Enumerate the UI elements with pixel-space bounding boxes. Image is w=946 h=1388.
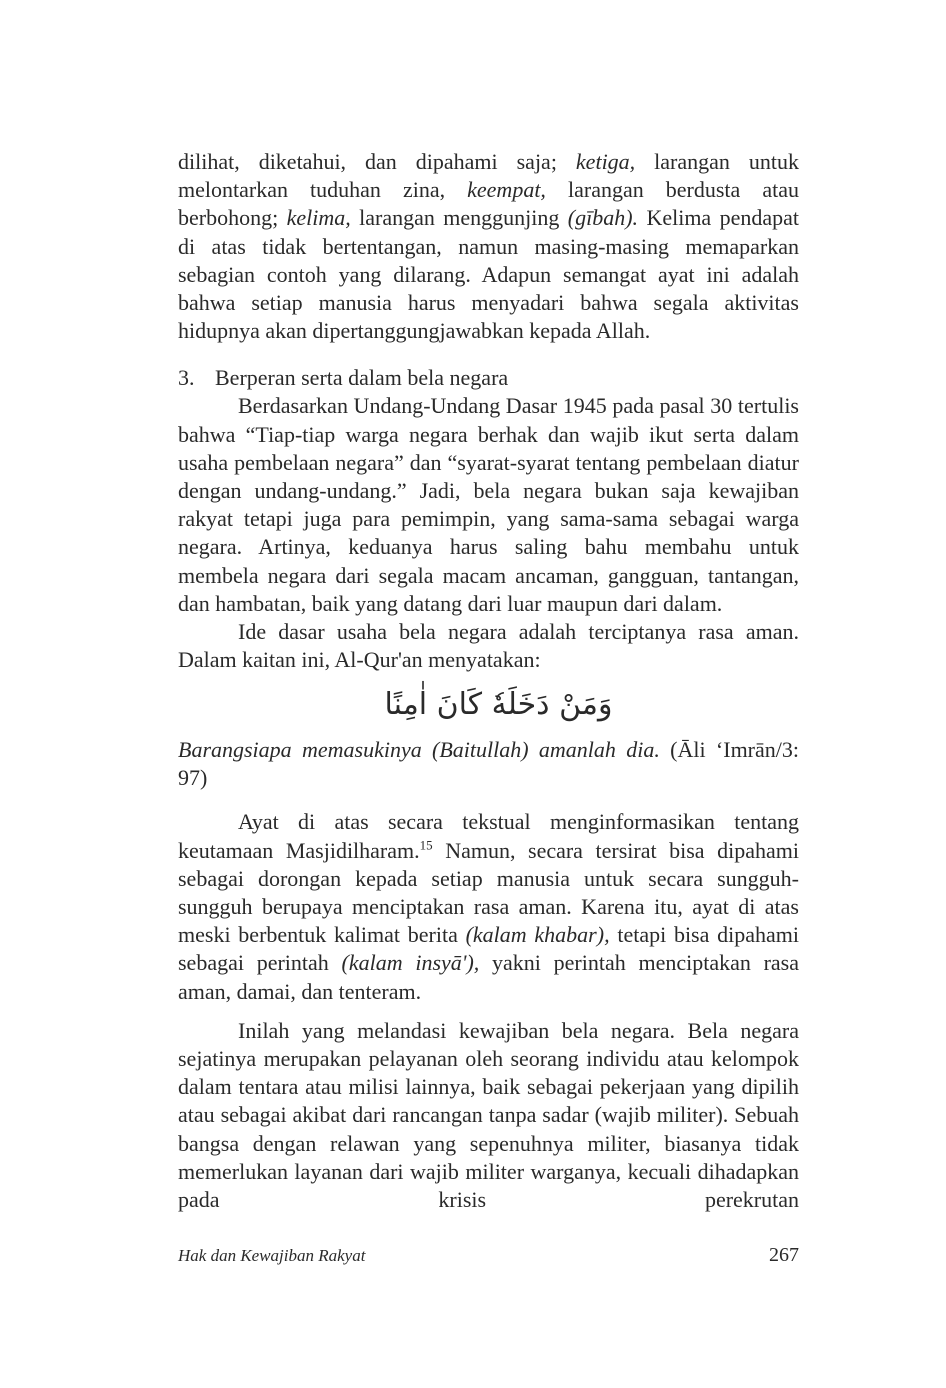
arabic-verse: وَمَنْ دَخَلَهٗ كَانَ اٰمِنًا	[384, 687, 613, 723]
italic-term: kelima,	[286, 205, 351, 231]
footnote-marker[interactable]: 15	[419, 837, 433, 853]
text-run: larangan berdusta atau berbohong;	[178, 177, 799, 231]
text-run: tetapi bisa dipahami sebagai perintah	[178, 922, 799, 976]
paragraph-3: Ide dasar usaha bela negara adalah terciptanya rasa aman. Dalam kaitan ini, Al-Qur'an menyatakan:	[178, 619, 799, 673]
paragraph-4	[178, 808, 799, 1005]
section-heading	[178, 364, 799, 392]
section-title: Berperan serta dalam bela negara	[215, 365, 509, 391]
text-run: Kelima pendapat di atas tidak bertentangan, namun masing-masing memaparkan sebagian contoh yang dilarang. Adapun semangat ayat ini adalah bahwa setiap manusia harus menyadari bahwa segala aktivitas hidupnya akan dipertanggungjawabkan kepada Allah.	[178, 205, 799, 344]
italic-term: (kalam insyā'),	[341, 950, 480, 976]
text-run: yakni perintah menciptakan rasa aman, damai, dan tenteram.	[178, 950, 799, 1004]
translation-text: Barangsiapa memasukinya (Baitullah) amanlah dia.	[178, 737, 660, 763]
italic-term: (kalam khabar),	[465, 922, 610, 948]
italic-term: (gībah).	[567, 205, 639, 231]
text-run: Namun, secara tersirat bisa dipahami sebagai dorongan kepada setiap manusia untuk secara sungguh-sungguh berupaya menciptakan rasa aman. Karena itu, ayat di atas meski berbentuk kalimat berita	[178, 837, 799, 948]
text-run: Ayat di atas secara tekstual menginformasikan tentang keutamaan Masjidilharam.	[178, 809, 799, 863]
section-number: 3.	[178, 365, 195, 391]
running-footer-title: Hak dan Kewajiban Rakyat	[178, 1246, 366, 1265]
text-run: larangan menggunjing	[350, 205, 568, 231]
paragraph-2: Berdasarkan Undang-Undang Dasar 1945 pada pasal 30 tertulis bahwa “Tiap-tiap warga negara berhak dan wajib ikut serta dalam usaha pembelaan negara” dan “syarat-syarat tentang pembelaan diatur dengan undang-undang.” Jadi, bela negara bukan saja kewajiban rakyat tetapi juga para pemimpin, yang sama-sama sebagai warga negara. Artinya, keduanya harus saling bahu membahu untuk membela negara dari segala macam ancaman, gangguan, tantangan, dan hambatan, baik yang datang dari luar maupun dari dalam.	[178, 393, 799, 616]
verse-reference: (Āli ‘Imrān/3: 97)	[178, 737, 799, 791]
italic-term: keempat,	[467, 177, 546, 203]
italic-term: ketiga,	[575, 149, 636, 174]
text-run: dilihat, diketahui, dan dipahami saja;	[178, 149, 576, 174]
page-number: 267	[769, 1244, 799, 1266]
page-body	[178, 148, 799, 1214]
paragraph-5: Inilah yang melandasi kewajiban bela negara. Bela negara sejatinya merupakan pelayanan oleh seorang individu atau kelompok dalam tentara atau milisi lainnya, baik sebagai pekerjaan yang dipilih atau sebagai akibat dari rancangan tanpa sadar (wajib militer). Sebuah bangsa dengan relawan yang sepenuhnya militer, biasanya tidak memerlukan layanan dari wajib militer warganya, kecuali dihadapkan pada krisis perekrutan	[178, 1017, 799, 1213]
verse-translation	[178, 736, 799, 792]
text-run: larangan untuk melontarkan tuduhan zina,	[178, 149, 799, 203]
paragraph-1	[178, 148, 799, 345]
